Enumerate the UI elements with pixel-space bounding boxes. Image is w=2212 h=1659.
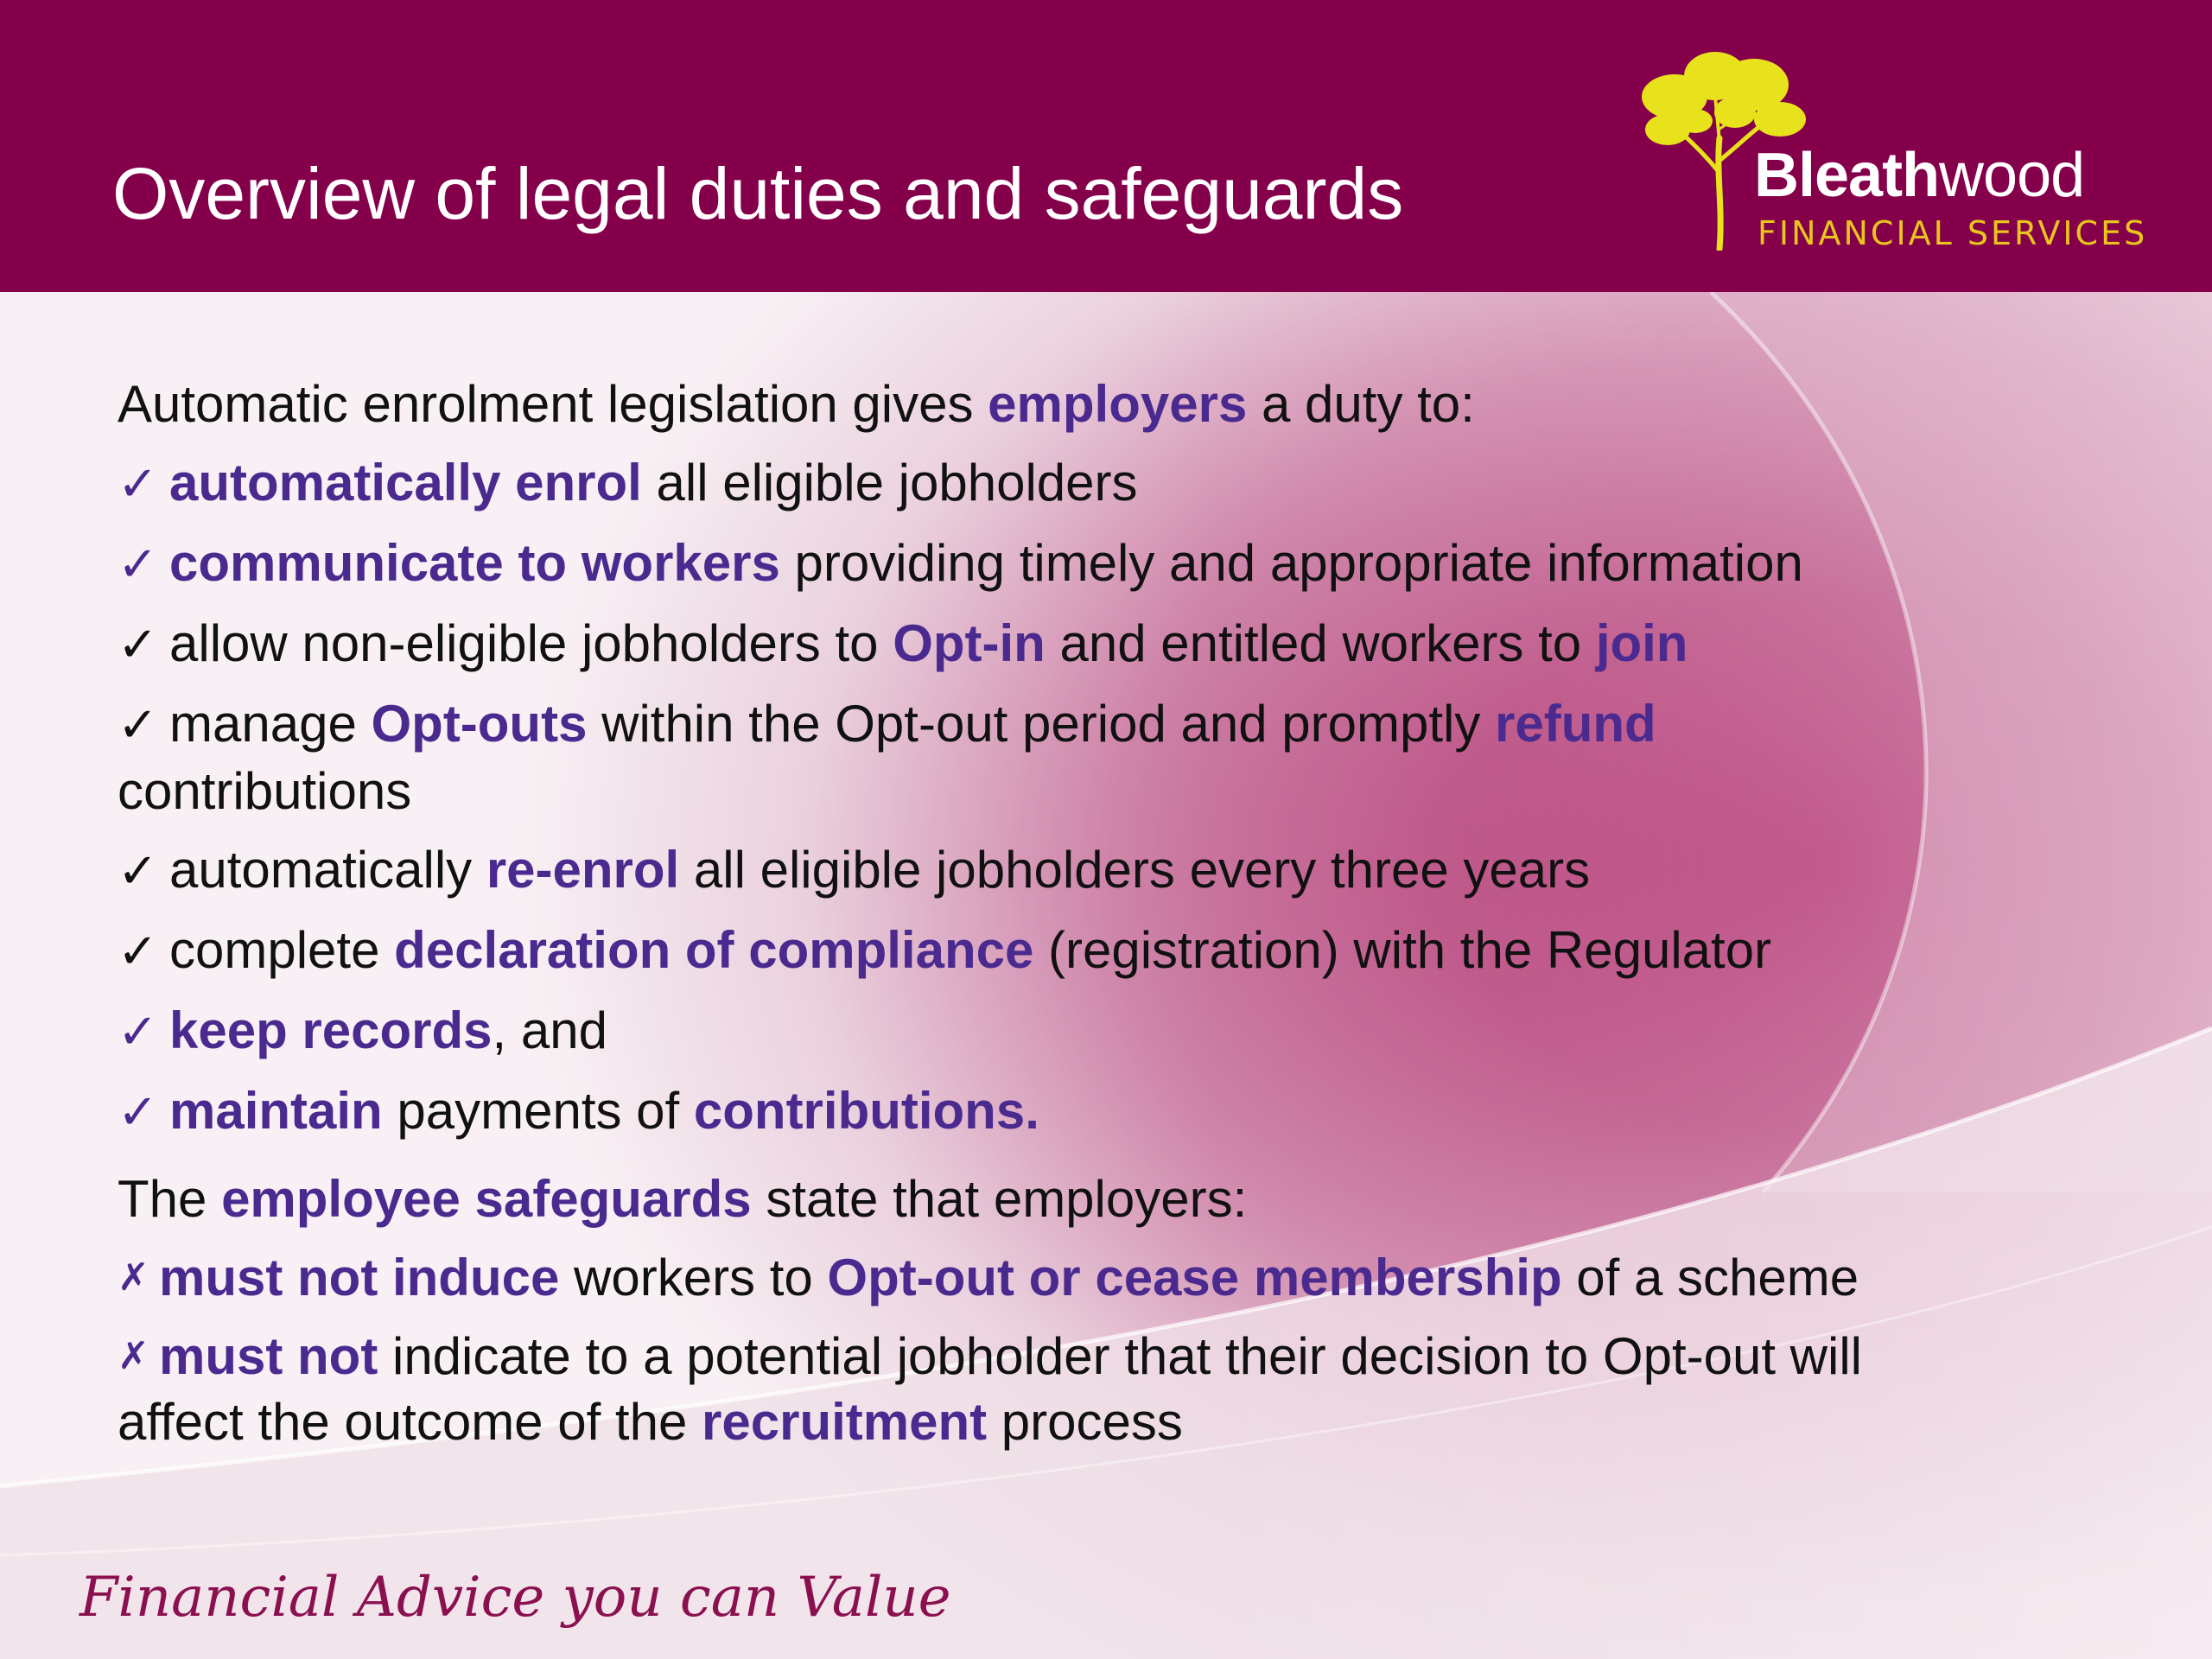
duty-item <box>118 450 2018 518</box>
text-segment: affect the outcome of the <box>118 1393 702 1451</box>
highlight-segment: must not <box>159 1327 378 1385</box>
highlight-segment: join <box>1595 614 1688 672</box>
text-segment: state that employers: <box>751 1170 1248 1228</box>
text-segment: payments of <box>382 1082 694 1140</box>
text-segment: complete <box>169 921 395 979</box>
checkmark-icon: ✓ <box>118 924 158 980</box>
logo-subtitle: FINANCIAL SERVICES <box>1758 214 2148 252</box>
text-segment: Automatic enrolment legislation gives <box>118 375 988 433</box>
safeguard-item <box>118 1324 2018 1389</box>
checkmark-icon: ✓ <box>118 1004 158 1060</box>
text-segment: within the Opt-out period and promptly <box>587 695 1495 753</box>
checkmark-icon: ✓ <box>118 843 158 899</box>
text-segment: (registration) with the Regulator <box>1033 921 1772 979</box>
footer-tagline: Financial Advice you can Value <box>79 1566 951 1630</box>
safeguards-intro <box>118 1166 2018 1232</box>
checkmark-icon: ✓ <box>118 617 158 673</box>
text-segment: all eligible jobholders <box>641 454 1138 512</box>
checkmark-icon: ✓ <box>118 537 158 593</box>
text-segment: The <box>118 1170 222 1228</box>
cross-icon: ✗ <box>118 1255 149 1300</box>
header-bar <box>0 0 2212 292</box>
highlight-segment: refund <box>1495 695 1656 753</box>
highlight-segment: Opt-outs <box>371 695 588 753</box>
duty-item-continuation: contributions <box>118 762 412 820</box>
highlight-segment: employee safeguards <box>221 1170 752 1228</box>
highlight-segment: communicate to workers <box>169 534 780 592</box>
highlight-segment: employers <box>988 375 1248 433</box>
highlight-segment: Opt-in <box>893 614 1046 672</box>
logo-name-bold: Bleath <box>1754 141 1940 210</box>
text-segment: of a scheme <box>1561 1249 1859 1306</box>
highlight-segment: contributions. <box>693 1082 1039 1140</box>
highlight-segment: recruitment <box>702 1393 988 1451</box>
logo-name-regular: wood <box>1939 141 2085 210</box>
highlight-segment: automatically enrol <box>169 454 642 512</box>
duty-item <box>118 691 2018 759</box>
duty-item <box>118 1078 2018 1146</box>
text-segment: and entitled workers to <box>1045 614 1596 672</box>
duty-item <box>118 998 2018 1065</box>
text-segment: , and <box>492 1001 607 1059</box>
duty-item <box>118 837 2018 905</box>
highlight-segment: Opt-out or cease membership <box>827 1249 1562 1306</box>
text-segment: automatically <box>169 841 486 899</box>
checkmark-icon: ✓ <box>118 697 158 753</box>
safeguard-item-continuation <box>118 1389 2018 1455</box>
duty-item <box>118 531 2018 598</box>
slide-body <box>118 372 2018 1455</box>
highlight-segment: declaration of compliance <box>394 921 1034 979</box>
highlight-segment: maintain <box>169 1082 383 1140</box>
text-segment: process <box>987 1393 1183 1451</box>
text-segment: providing timely and appropriate information <box>779 534 1803 592</box>
text-segment: manage <box>169 695 372 753</box>
checkmark-icon: ✓ <box>118 1084 158 1141</box>
text-segment: allow non-eligible jobholders to <box>169 614 893 672</box>
checkmark-icon: ✓ <box>118 456 158 512</box>
highlight-segment: must not induce <box>159 1249 560 1306</box>
duties-intro <box>118 372 2018 437</box>
highlight-segment: re-enrol <box>486 841 680 899</box>
duty-item <box>118 611 2018 678</box>
text-segment: all eligible jobholders every three years <box>679 841 1591 899</box>
safeguard-item <box>118 1245 2018 1311</box>
text-segment: workers to <box>559 1249 828 1306</box>
logo-company-name <box>1754 140 2084 211</box>
text-segment: indicate to a potential jobholder that their decision to Opt-out will <box>378 1327 1862 1385</box>
company-logo <box>1633 43 2169 259</box>
duty-item <box>118 918 2018 985</box>
highlight-segment: keep records <box>169 1001 493 1059</box>
cross-icon: ✗ <box>118 1334 149 1378</box>
slide-title: Overview of legal duties and safeguards <box>112 153 1404 234</box>
text-segment: a duty to: <box>1247 375 1475 433</box>
